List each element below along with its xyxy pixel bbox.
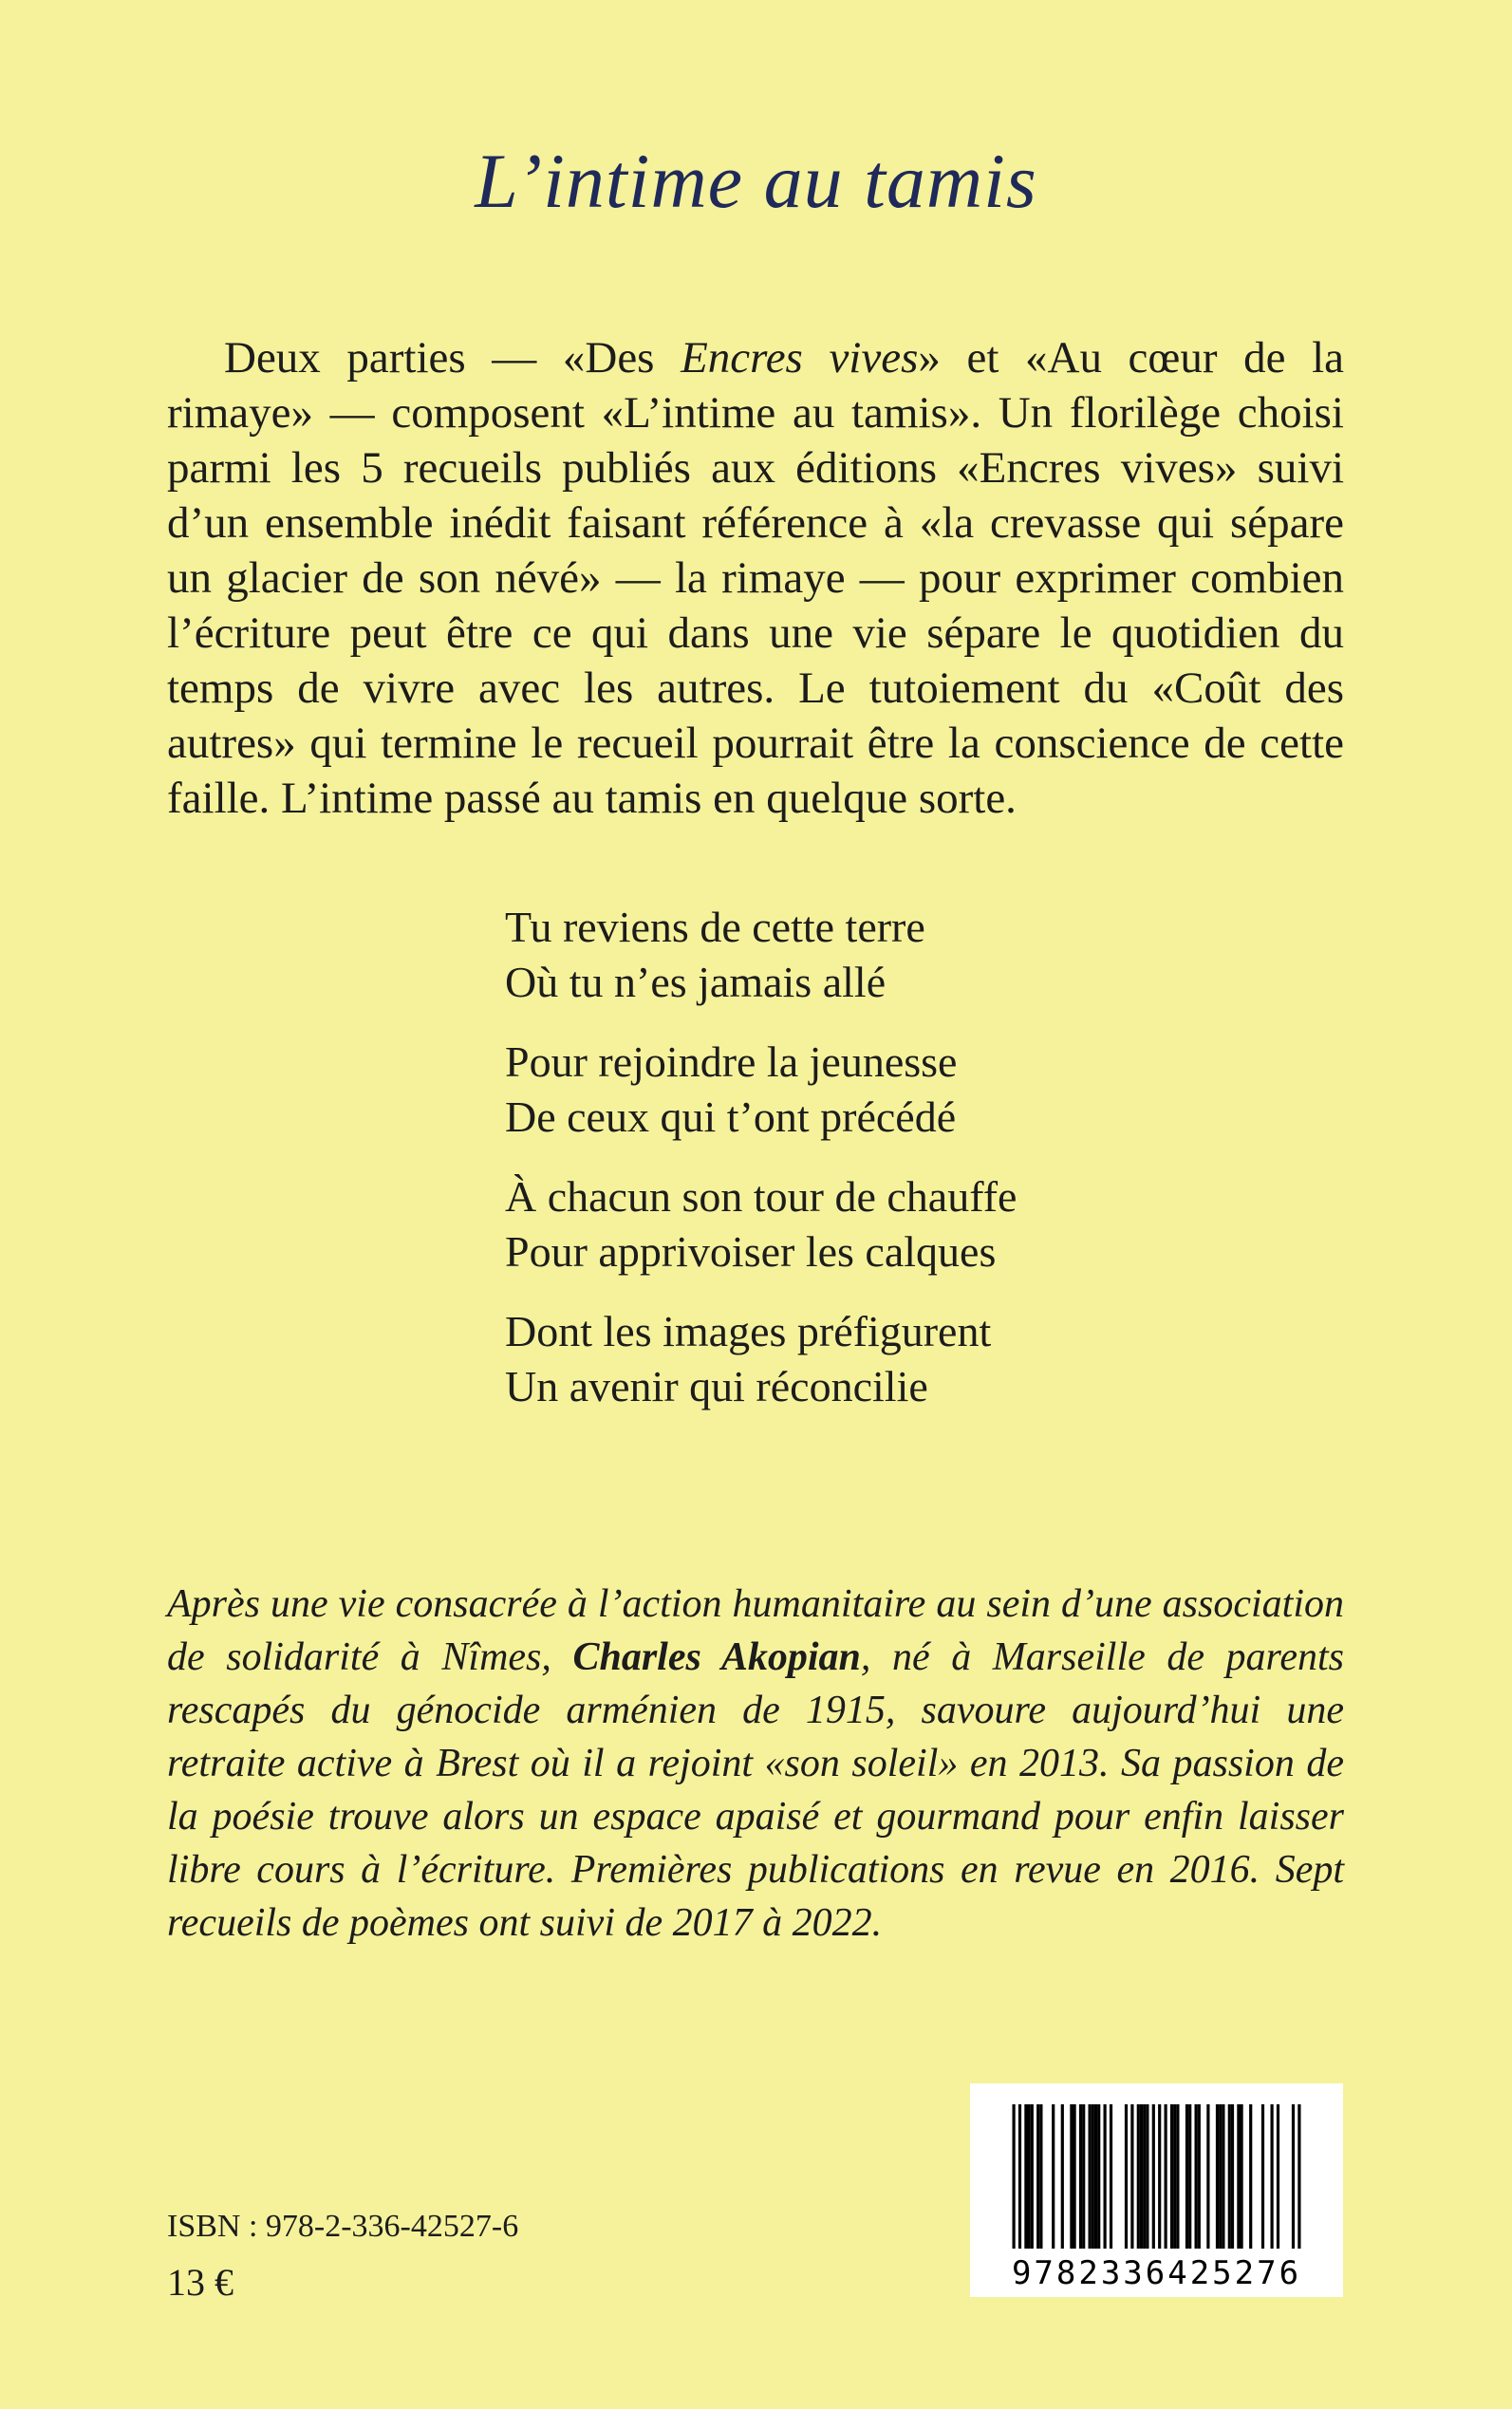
barcode-bar: [1277, 2104, 1279, 2249]
barcode-bar: [1231, 2104, 1234, 2249]
poem-line: À chacun son tour de chauffe: [505, 1172, 1017, 1221]
summary-paragraph: [167, 330, 1344, 826]
barcode-bar: [1176, 2104, 1179, 2249]
poem-line: Tu reviens de cette terre: [505, 903, 925, 951]
barcode-bar: [1292, 2104, 1295, 2249]
author-bio: [167, 1578, 1344, 1950]
poem-line: De ceux qui t’ont précédé: [505, 1092, 957, 1141]
poem-line: Un avenir qui réconcilie: [505, 1362, 928, 1410]
barcode-bar: [1104, 2104, 1107, 2249]
barcode-bar: [1249, 2104, 1252, 2249]
barcode-bar: [1143, 2104, 1146, 2249]
barcode-bar: [1130, 2104, 1133, 2249]
barcode-bar: [1241, 2104, 1243, 2249]
barcode-bar: [1039, 2104, 1042, 2249]
barcode-bar: [1092, 2104, 1094, 2249]
barcode-digits: 9782336425276: [1011, 2254, 1302, 2292]
barcode-bar: [1018, 2104, 1021, 2249]
barcode-bar: [1125, 2104, 1128, 2249]
bio-text-start: Après une vie consacrée à l’action humanitaire au sein d’une association de solidarité à Nîmes,: [167, 1582, 1344, 1679]
barcode-bar: [1031, 2104, 1034, 2249]
barcode-bar: [1140, 2104, 1143, 2249]
barcode-bar: [1173, 2104, 1176, 2249]
barcode-bar: [1013, 2104, 1016, 2249]
poem-stanza: [505, 900, 1264, 1010]
barcode-bar: [1152, 2104, 1155, 2249]
barcode-bar: [1082, 2104, 1085, 2249]
barcode-bar: [1188, 2104, 1191, 2249]
barcode-bar: [1028, 2104, 1031, 2249]
poem-stanza: [505, 1169, 1264, 1279]
barcode-bar: [1219, 2104, 1222, 2249]
summary-text-start: Deux parties — «Des: [224, 333, 681, 383]
poem-line: Dont les images préfigurent: [505, 1307, 992, 1355]
price-label: 13 €: [167, 2261, 233, 2304]
bio-text-rest: , né à Marseille de parents rescapés du génocide arménien de 1915, savoure aujourd’hui une retraite active à Brest où il a rejoint «son soleil» en 2013. Sa passion de la poésie trouve alors un espace apaisé et gourmand pour enfin laisser libre cours à l’écriture. Premières publications en revue en 2016. Sept recueils de poèmes ont suivi de 2017 à 2022.: [167, 1635, 1344, 1945]
barcode-bars-icon: [970, 2083, 1343, 2254]
barcode-bar: [1073, 2104, 1076, 2249]
barcode-bar: [1297, 2104, 1300, 2249]
barcode-bar: [1195, 2104, 1198, 2249]
barcode-bar: [1146, 2104, 1148, 2249]
barcode-bar: [1198, 2104, 1201, 2249]
barcode-bar: [1024, 2104, 1027, 2249]
poem-line: Où tu n’es jamais allé: [505, 958, 887, 1006]
barcode-bar: [1097, 2104, 1100, 2249]
barcode-bar: [1094, 2104, 1097, 2249]
barcode-bar: [1052, 2104, 1055, 2249]
author-name: Charles Akopian: [572, 1635, 861, 1679]
summary-text-rest: » et «Au cœur de la rimaye» — composent «L’intime au tamis». Un florilège choisi parmi les 5 recueils publiés aux éditions «Encres vives» suivi d’un ensemble inédit faisant référence à «la crevasse qui sépare un glacier de son névé» — la rimaye — pour exprimer combien l’écriture peut être ce qui dans une vie sépare le quotidien du temps de vivre avec les autres. Le tutoiement du «Coût des autres» qui termine le recueil pourrait être la conscience de cette faille. L’intime passé au tamis en quelque sorte.: [167, 333, 1344, 823]
barcode-bar: [1110, 2104, 1112, 2249]
barcode-bar: [1206, 2104, 1209, 2249]
barcode-bar: [1158, 2104, 1161, 2249]
barcode-bar: [1185, 2104, 1188, 2249]
poem-stanza: [505, 1035, 1264, 1145]
isbn-label: ISBN : 978-2-336-42527-6: [167, 2209, 519, 2244]
barcode-bar: [1228, 2104, 1231, 2249]
barcode-bar: [1137, 2104, 1140, 2249]
barcode-bar: [1222, 2104, 1224, 2249]
barcode-bar: [1170, 2104, 1173, 2249]
poem-excerpt: [505, 900, 1264, 1439]
barcode-bar: [1216, 2104, 1219, 2249]
barcode-bar: [1070, 2104, 1073, 2249]
poem-line: Pour apprivoiser les calques: [505, 1227, 997, 1276]
barcode-bar: [1261, 2104, 1264, 2249]
barcode-bar: [1271, 2104, 1274, 2249]
summary-italic-title: Encres vives: [681, 333, 919, 383]
barcode-bar: [1079, 2104, 1082, 2249]
barcode-bar: [1165, 2104, 1167, 2249]
barcode-bar: [1237, 2104, 1240, 2249]
book-title: L’intime au tamis: [475, 138, 1037, 224]
barcode-bar: [1061, 2104, 1064, 2249]
barcode-bar: [1089, 2104, 1092, 2249]
barcode: [970, 2083, 1343, 2297]
poem-stanza: [505, 1304, 1264, 1414]
barcode-bar: [1036, 2104, 1039, 2249]
poem-line: Pour rejoindre la jeunesse: [505, 1037, 958, 1086]
